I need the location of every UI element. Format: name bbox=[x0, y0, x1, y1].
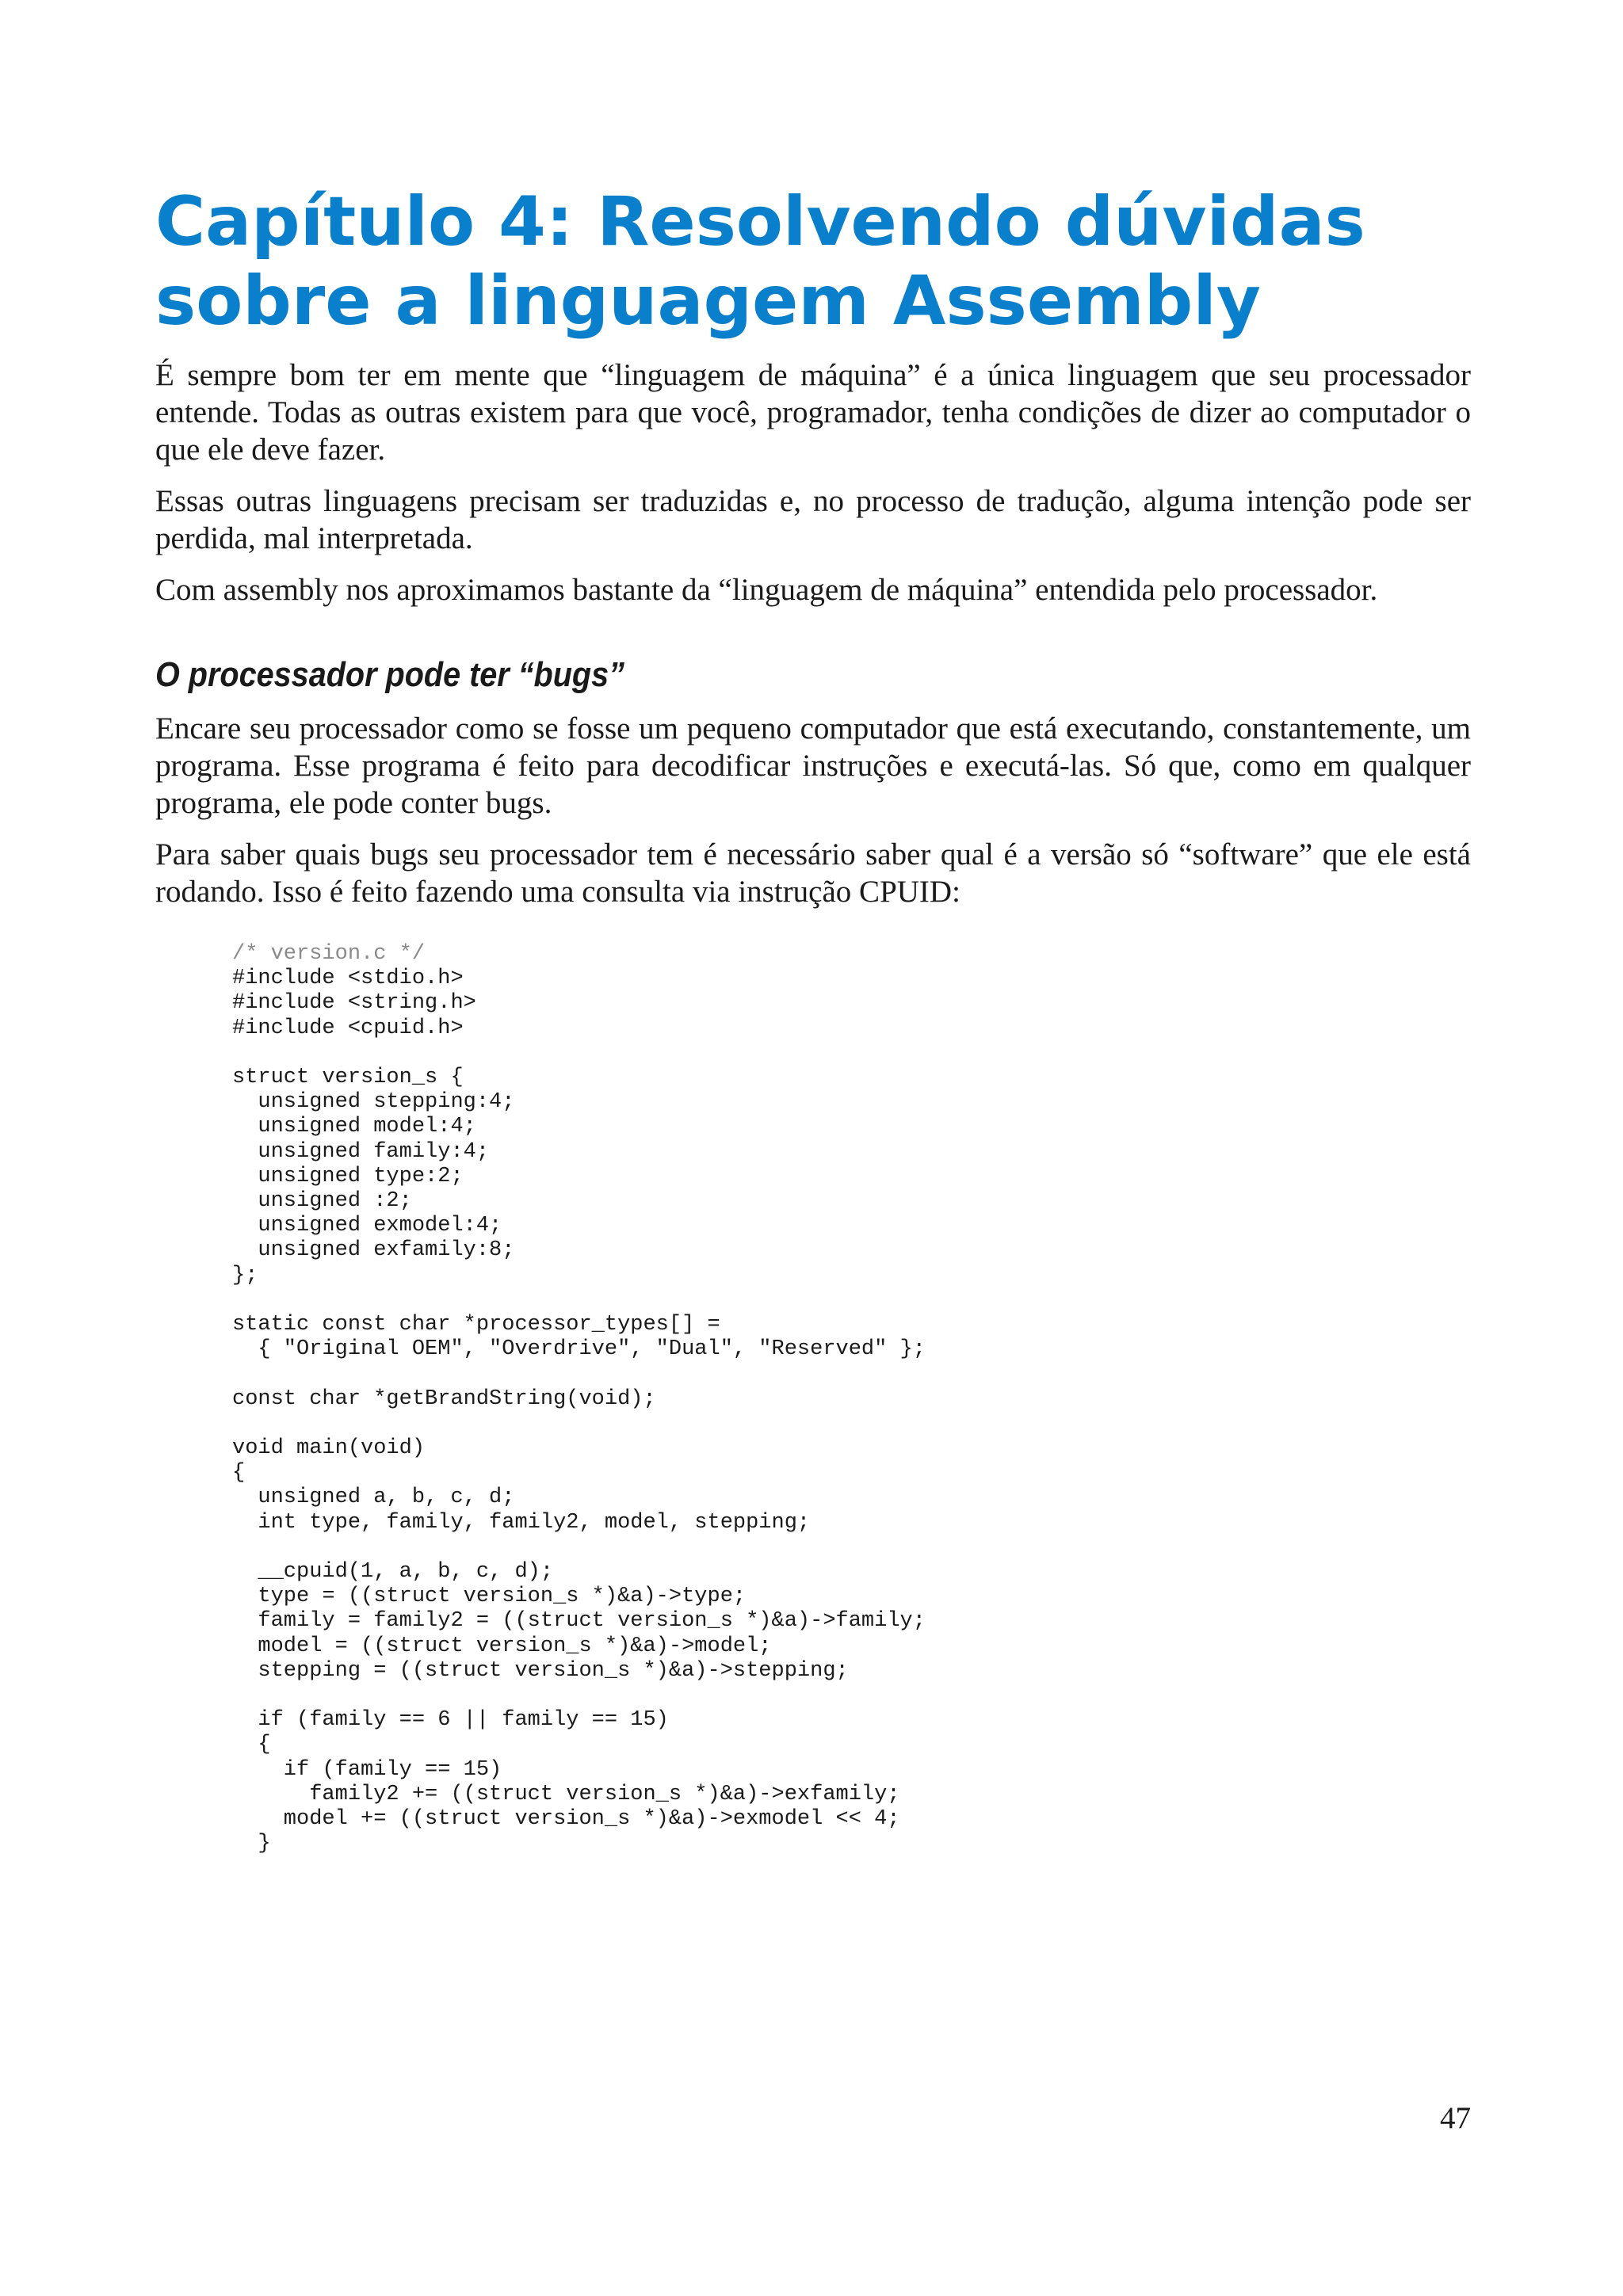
code-line: { "Original OEM", "Overdrive", "Dual", "Reserved" }; bbox=[232, 1337, 926, 1362]
section-heading: O processador pode ter “bugs” bbox=[155, 655, 624, 694]
code-line: static const char *processor_types[] = bbox=[232, 1313, 720, 1337]
code-line: { bbox=[232, 1461, 246, 1486]
section-paragraph-2: Para saber quais bugs seu processador tem é necessário saber qual é a versão só “software” que ele está rodando. Isso é feito fazendo uma consulta via instrução CPUID: bbox=[155, 837, 1471, 909]
code-line: if (family == 15) bbox=[232, 1757, 502, 1782]
code-line: struct version_s { bbox=[232, 1066, 464, 1089]
code-line: #include <string.h> bbox=[232, 991, 476, 1016]
code-line: const char *getBrandString(void); bbox=[232, 1386, 656, 1411]
code-listing bbox=[232, 942, 1471, 1856]
code-line: unsigned type:2; bbox=[232, 1164, 464, 1188]
code-line bbox=[232, 1362, 1471, 1386]
code-line bbox=[232, 1684, 1471, 1708]
code-line: model = ((struct version_s *)&a)->model; bbox=[232, 1634, 772, 1658]
page-number: 47 bbox=[1440, 2101, 1471, 2135]
code-line: unsigned a, b, c, d; bbox=[232, 1486, 515, 1510]
code-line bbox=[232, 1041, 1471, 1066]
code-line: unsigned family:4; bbox=[232, 1139, 490, 1164]
document-page bbox=[155, 182, 1471, 1856]
code-line: unsigned exmodel:4; bbox=[232, 1214, 502, 1238]
code-line: family = family2 = ((struct version_s *)&a)->family; bbox=[232, 1609, 926, 1634]
code-line: unsigned :2; bbox=[232, 1189, 412, 1214]
code-line: }; bbox=[232, 1263, 258, 1287]
code-line: type = ((struct version_s *)&a)->type; bbox=[232, 1585, 747, 1609]
code-line: unsigned stepping:4; bbox=[232, 1090, 515, 1115]
code-line: stepping = ((struct version_s *)&a)->stepping; bbox=[232, 1658, 849, 1683]
code-line bbox=[232, 1412, 1471, 1436]
code-line: unsigned model:4; bbox=[232, 1115, 476, 1139]
code-line: #include <cpuid.h> bbox=[232, 1016, 464, 1040]
chapter-title bbox=[155, 182, 1471, 341]
code-line: #include <stdio.h> bbox=[232, 967, 464, 991]
code-line: /* version.c */ bbox=[232, 942, 426, 966]
chapter-title-line-2: sobre a linguagem Assembly bbox=[155, 261, 1261, 341]
code-line: { bbox=[232, 1733, 271, 1757]
code-line: model += ((struct version_s *)&a)->exmodel << 4; bbox=[232, 1807, 900, 1832]
code-line bbox=[232, 1288, 1471, 1313]
intro-paragraph-1: É sempre bom ter em mente que “linguagem de máquina” é a única linguagem que seu processador entende. Todas as outras existem para que você, programador, tenha condições de dizer ao computador o que ele deve fazer. bbox=[155, 358, 1471, 467]
section-paragraph-1: Encare seu processador como se fosse um pequeno computador que está executando, constantemente, um programa. Esse programa é feito para decodificar instruções e executá-las. Só que, como em qualquer programa, ele pode conter bugs. bbox=[155, 711, 1471, 820]
intro-paragraph-2: Essas outras linguagens precisam ser traduzidas e, no processo de tradução, alguma intenção pode ser perdida, mal interpretada. bbox=[155, 484, 1471, 555]
code-line: __cpuid(1, a, b, c, d); bbox=[232, 1560, 554, 1584]
code-line: void main(void) bbox=[232, 1436, 426, 1460]
code-line bbox=[232, 1535, 1471, 1560]
code-line: unsigned exfamily:8; bbox=[232, 1238, 515, 1263]
code-line: if (family == 6 || family == 15) bbox=[232, 1708, 669, 1733]
code-line: family2 += ((struct version_s *)&a)->exfamily; bbox=[232, 1782, 900, 1806]
code-line: } bbox=[232, 1832, 271, 1856]
code-line: int type, family, family2, model, stepping; bbox=[232, 1510, 811, 1535]
intro-paragraph-3: Com assembly nos aproximamos bastante da “linguagem de máquina” entendida pelo processador. bbox=[155, 573, 1378, 607]
chapter-title-line-1: Capítulo 4: Resolvendo dúvidas bbox=[155, 182, 1365, 261]
